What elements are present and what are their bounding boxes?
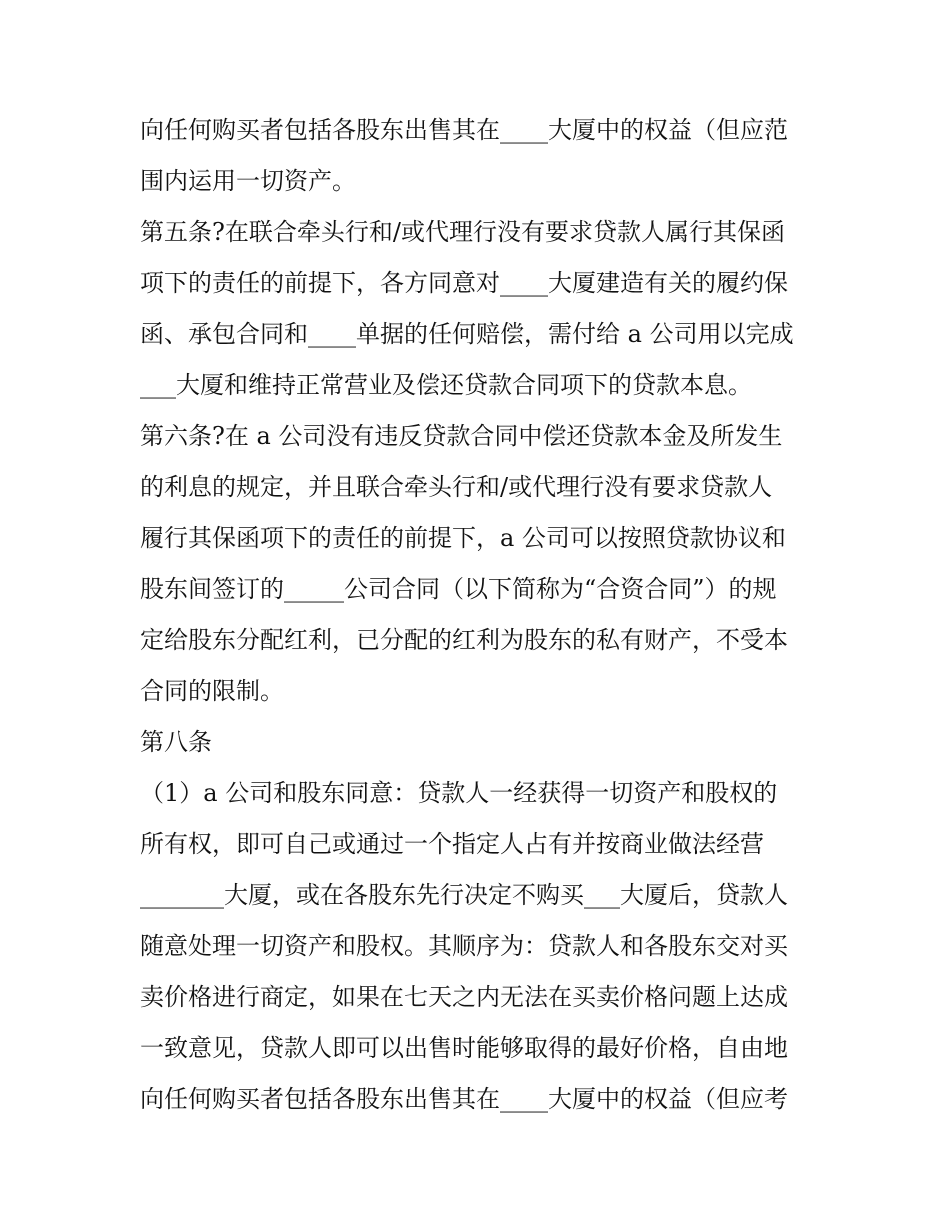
text-line: 所有权，即可自己或通过一个指定人占有并按商业做法经营 [140,830,764,858]
text-line: 股东间签订的_____公司合同（以下简称为“合资合同”）的规 [140,575,777,603]
text-line: 项下的责任的前提下，各方同意对____大厦建造有关的履约保 [140,269,788,297]
text-line: 向任何购买者包括各股东出售其在____大厦中的权益（但应范 [140,116,788,144]
text-line: 合同的限制。 [140,677,284,705]
text-line: 向任何购买者包括各股东出售其在____大厦中的权益（但应考 [140,1085,788,1113]
text-line: 一致意见，贷款人即可以出售时能够取得的最好价格，自由地 [140,1034,788,1062]
text-line: 卖价格进行商定，如果在七天之内无法在买卖价格问题上达成 [140,983,788,1011]
clause-1-line: （1）a 公司和股东同意：贷款人一经获得一切资产和股权的 [140,779,778,807]
text-line: 随意处理一切资产和股权。其顺序为：贷款人和各股东交对买 [140,932,788,960]
text-line: _______大厦，或在各股东先行决定不购买___大厦后，贷款人 [140,881,788,909]
article-6-heading-line: 第六条?在 a 公司没有违反贷款合同中偿还贷款本金及所发生 [140,422,783,450]
text-line: ___大厦和维持正常营业及偿还贷款合同项下的贷款本息。 [140,371,752,399]
contract-text-body [140,105,820,1125]
text-line: 的利息的规定，并且联合牵头行和/或代理行没有要求贷款人 [140,473,773,501]
article-5-heading-line: 第五条?在联合牵头行和/或代理行没有要求贷款人属行其保函 [140,218,785,246]
text-line: 履行其保函项下的责任的前提下，a 公司可以按照贷款协议和 [140,524,786,552]
text-line: 函、承包合同和____单据的任何赔偿，需付给 a 公司用以完成 [140,320,794,348]
text-line: 定给股东分配红利，已分配的红利为股东的私有财产，不受本 [140,626,788,654]
article-8-heading: 第八条 [140,728,212,756]
text-line: 围内运用一切资产。 [140,167,356,195]
